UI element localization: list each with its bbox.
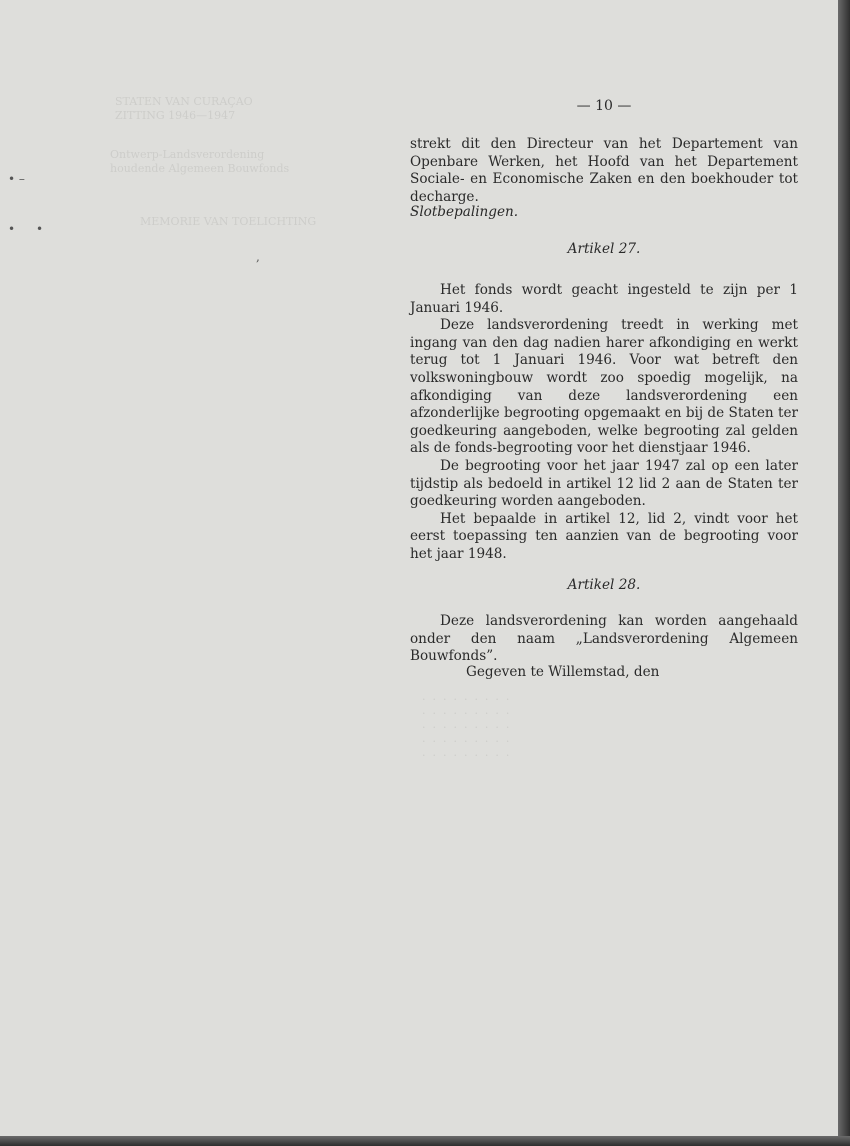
article-27-paragraph: Het bepaalde in artikel 12, lid 2, vindt voor het eerst toepassing ten aanzien van de begrooting voor het jaar 1948. xyxy=(410,510,798,562)
speck: • xyxy=(36,222,44,236)
page-number: — 10 — xyxy=(576,98,632,114)
section-heading-block xyxy=(410,204,798,222)
article-28-body xyxy=(410,613,798,666)
article-27-paragraph: De begrooting voor het jaar 1947 zal op een later tijdstip als bedoeld in artikel 12 lid 2 aan de Staten ter goedkeuring worden aangeboden. xyxy=(410,457,798,510)
speck: • xyxy=(8,222,16,236)
section-heading: Slotbepalingen. xyxy=(410,204,519,220)
closing-block xyxy=(410,664,798,682)
closing-line: Gegeven te Willemstad, den xyxy=(466,664,660,680)
scan-edge-bottom xyxy=(0,1136,850,1146)
article-27 xyxy=(410,241,798,259)
intro-paragraph: strekt dit den Directeur van het Departement van Openbare Werken, het Hoofd van het Departement Sociale- en Economische Zaken en den boekhouder tot decharge. xyxy=(410,136,798,205)
article-27-title: Artikel 27. xyxy=(567,241,641,257)
scan-edge-right xyxy=(838,0,850,1146)
article-27-body xyxy=(410,282,798,564)
bleed-through-column: . . . . . . . . . . . . . . . . . . . . . . . . . . . . . . . . . . . . . . . . . . . . . xyxy=(421,690,510,759)
speck: • – xyxy=(8,172,25,186)
article-27-paragraph: Deze landsverordening treedt in werking met ingang van den dag nadien harer afkondiging en werkt terug tot 1 Januari 1946. Voor wat betreft den volkswoningbouw wordt zoo spoedig mogelijk, na afkondiging van deze landsverordening een afzonderlijke begrooting opgemaakt en bij de Staten ter goedkeuring aangeboden, welke begrooting zal gelden als de fonds-begrooting voor het dienstjaar 1946. xyxy=(410,317,798,457)
speck: , xyxy=(256,250,260,264)
article-27-paragraph: Het fonds wordt geacht ingesteld te zijn per 1 Januari 1946. xyxy=(410,282,798,316)
document-body xyxy=(410,136,798,206)
article-28-paragraph: Deze landsverordening kan worden aangehaald onder den naam „Landsverordening Algemeen Bouwfonds”. xyxy=(410,613,798,665)
bleed-through-lines: Ontwerp-Landsverordening houdende Algemeen Bouwfonds xyxy=(110,148,290,175)
article-28 xyxy=(410,577,798,595)
article-28-title: Artikel 28. xyxy=(567,577,641,593)
bleed-through-memorie: MEMORIE VAN TOELICHTING xyxy=(140,215,317,228)
bleed-through-header: STATEN VAN CURAÇAO ZITTING 1946—1947 xyxy=(115,95,253,122)
